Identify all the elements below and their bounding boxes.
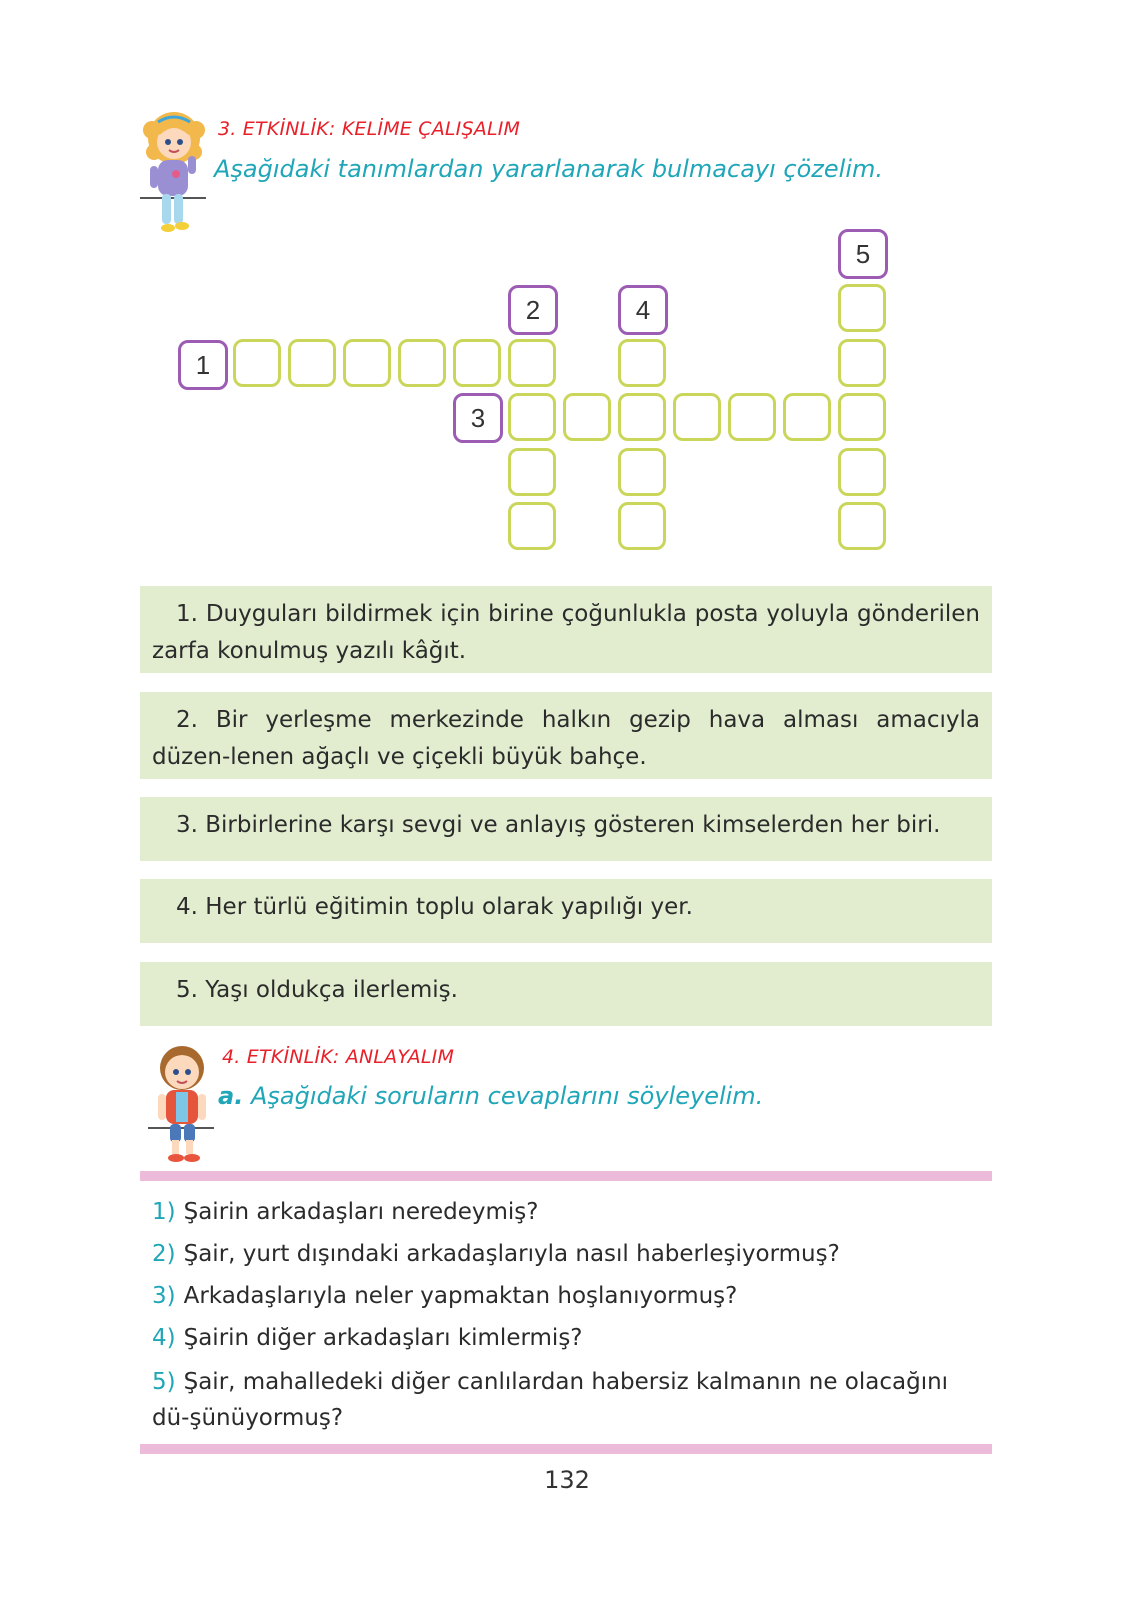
question-3	[152, 1278, 982, 1314]
question-number-3: 3)	[152, 1283, 176, 1309]
crossword-number-1: 1	[178, 340, 228, 390]
activity4-instruction	[218, 1082, 763, 1110]
crossword-cell[interactable]	[838, 284, 886, 332]
crossword-cell[interactable]	[508, 339, 556, 387]
crossword-number-3: 3	[453, 393, 503, 443]
crossword-cell[interactable]	[343, 339, 391, 387]
activity4-instruction-letter: a.	[218, 1082, 244, 1110]
crossword-cell[interactable]	[508, 448, 556, 496]
question-number-2: 2)	[152, 1241, 176, 1267]
clue-box-1	[140, 586, 992, 673]
question-text-2: Şair, yurt dışındaki arkadaşlarıyla nasıl haberleşiyormuş?	[183, 1241, 840, 1267]
question-number-5: 5)	[152, 1369, 176, 1395]
clue-text-2: 2. Bir yerleşme merkezinde halkın gezip hava alması amacıyla düzen-lenen ağaçlı ve çiçekli büyük bahçe.	[152, 707, 980, 770]
crossword-cell[interactable]	[563, 393, 611, 441]
pink-divider-bottom	[140, 1444, 992, 1454]
question-number-4: 4)	[152, 1325, 176, 1351]
activity3-instruction: Aşağıdaki tanımlardan yararlanarak bulmacayı çözelim.	[214, 155, 883, 183]
crossword-cell[interactable]	[838, 502, 886, 550]
activity4-title: 4. ETKİNLİK: ANLAYALIM	[222, 1046, 455, 1068]
boy-character-illustration	[144, 1040, 216, 1168]
crossword-number-4: 4	[618, 285, 668, 335]
clue-text-5: 5. Yaşı oldukça ilerlemiş.	[176, 977, 458, 1003]
pink-divider-top	[140, 1171, 992, 1181]
clue-text-1: 1. Duyguları bildirmek için birine çoğunlukla posta yoluyla gönderilen zarfa konulmuş yazılı kâğıt.	[152, 601, 980, 664]
clue-text-4: 4. Her türlü eğitimin toplu olarak yapılığı yer.	[176, 894, 693, 920]
clue-box-3	[140, 797, 992, 861]
clue-box-2	[140, 692, 992, 779]
question-5	[152, 1364, 982, 1436]
activity4-instruction-text: Aşağıdaki soruların cevaplarını söyleyelim.	[250, 1082, 764, 1110]
crossword-cell[interactable]	[783, 393, 831, 441]
crossword-cell[interactable]	[838, 448, 886, 496]
question-number-1: 1)	[152, 1199, 176, 1225]
crossword-cell[interactable]	[233, 339, 281, 387]
crossword-cell[interactable]	[398, 339, 446, 387]
crossword-cell[interactable]	[453, 339, 501, 387]
crossword-cell[interactable]	[288, 339, 336, 387]
question-text-5: Şair, mahalledeki diğer canlılardan habersiz kalmanın ne olacağını dü-şünüyormuş?	[152, 1369, 949, 1431]
page-number: 132	[544, 1466, 590, 1494]
crossword-cell[interactable]	[728, 393, 776, 441]
clue-text-3: 3. Birbirlerine karşı sevgi ve anlayış gösteren kimselerden her biri.	[176, 812, 941, 838]
question-text-1: Şairin arkadaşları neredeymiş?	[183, 1199, 539, 1225]
crossword-cell[interactable]	[618, 339, 666, 387]
crossword-cell[interactable]	[838, 393, 886, 441]
question-4	[152, 1320, 982, 1356]
crossword-cell[interactable]	[673, 393, 721, 441]
question-text-4: Şairin diğer arkadaşları kimlermiş?	[183, 1325, 583, 1351]
crossword-cell[interactable]	[618, 448, 666, 496]
question-1	[152, 1194, 982, 1230]
crossword-number-5: 5	[838, 229, 888, 279]
crossword-cell[interactable]	[838, 339, 886, 387]
crossword-number-2: 2	[508, 285, 558, 335]
girl-character-illustration	[134, 108, 210, 238]
crossword-cell[interactable]	[618, 502, 666, 550]
clue-box-4	[140, 879, 992, 943]
question-text-3: Arkadaşlarıyla neler yapmaktan hoşlanıyormuş?	[183, 1283, 738, 1309]
crossword-cell[interactable]	[618, 393, 666, 441]
crossword-cell[interactable]	[508, 393, 556, 441]
crossword-cell[interactable]	[508, 502, 556, 550]
clue-box-5	[140, 962, 992, 1026]
activity3-title: 3. ETKİNLİK: KELİME ÇALIŞALIM	[218, 118, 521, 140]
question-2	[152, 1236, 982, 1272]
